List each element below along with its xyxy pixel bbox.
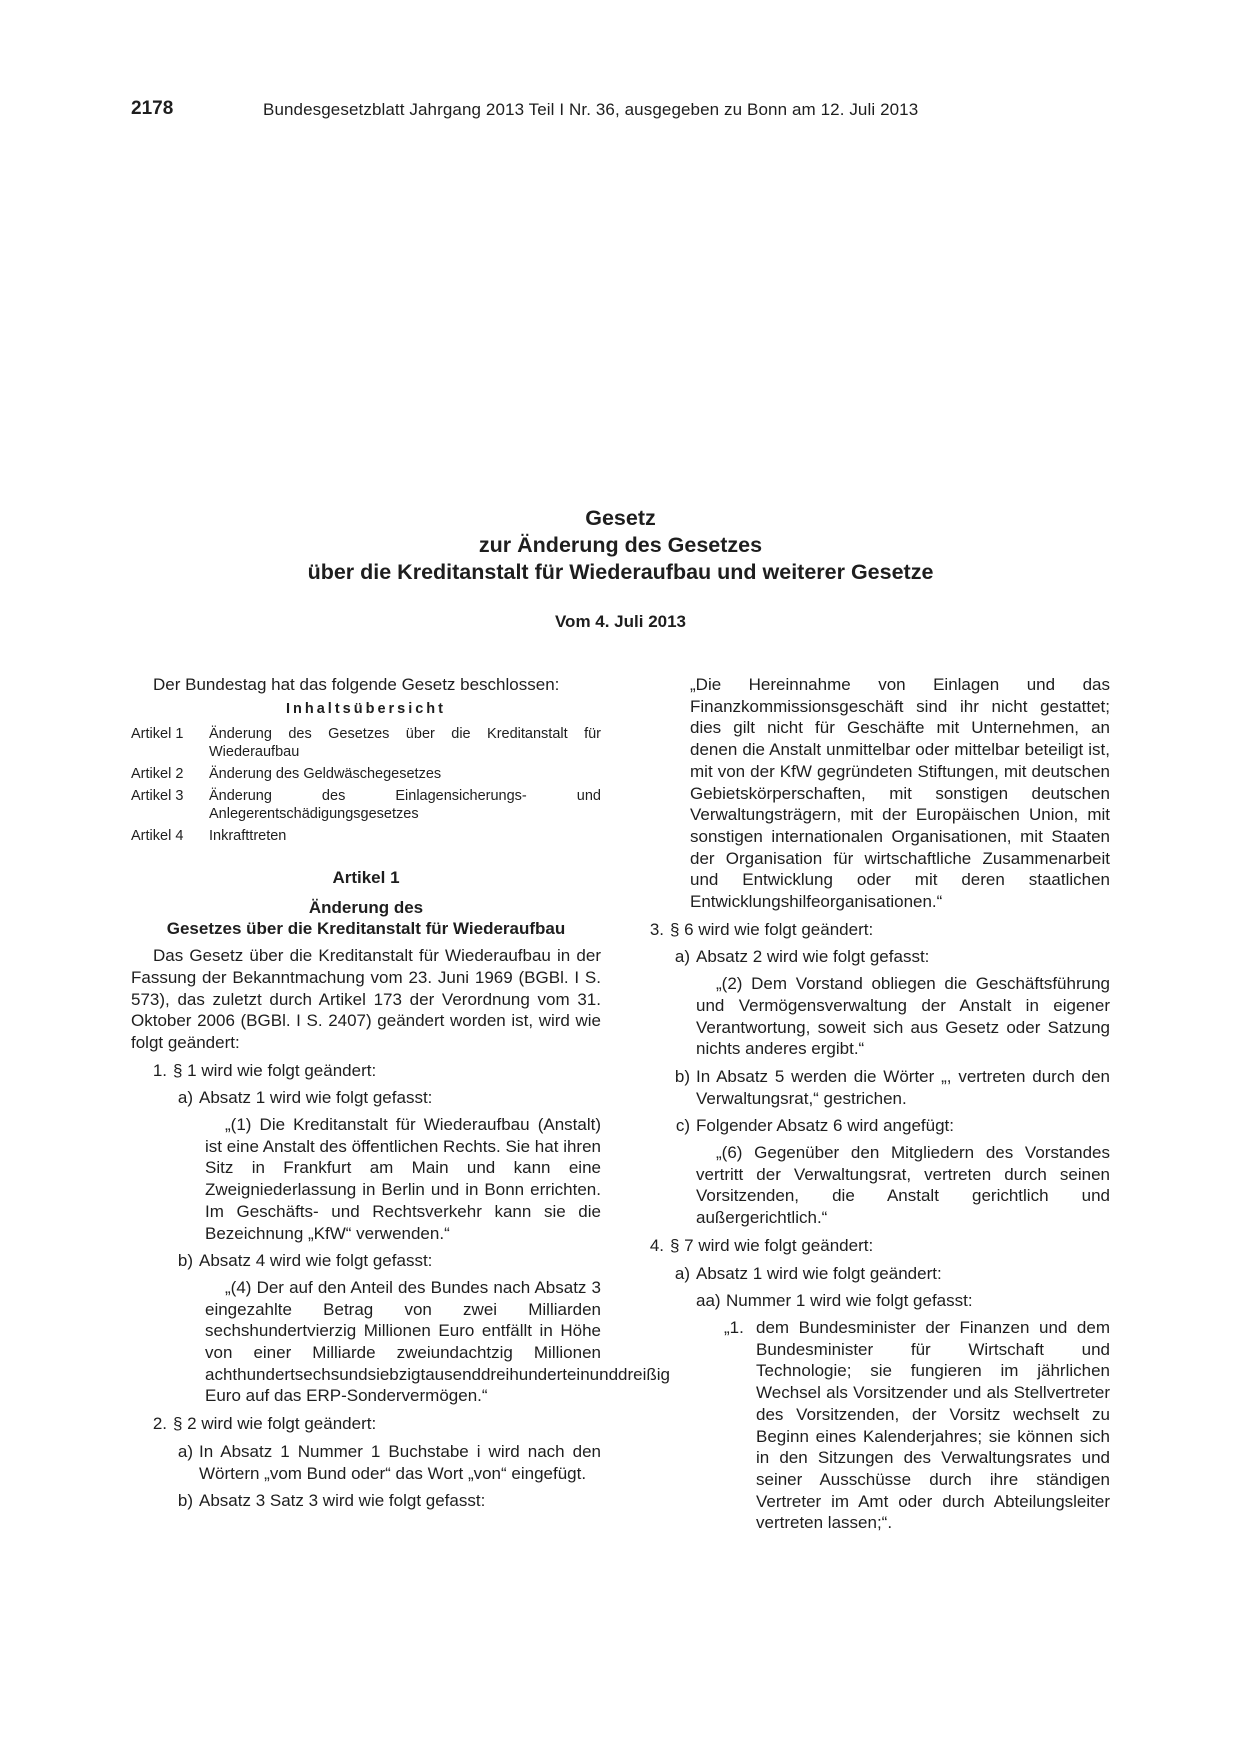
article-subheading bbox=[131, 897, 601, 939]
list-item bbox=[638, 1066, 1110, 1109]
item-text: § 2 wird wie folgt geändert: bbox=[173, 1414, 377, 1434]
item-letter: a) bbox=[674, 947, 690, 967]
law-date: Vom 4. Juli 2013 bbox=[554, 612, 687, 631]
list-item bbox=[638, 946, 1110, 968]
quoted-item-text: dem Bundesminister der Finanzen und dem Bundesminister für Wirtschaft und Technologie; sie fungieren im jährlichen Wechsel als Vorsitzender und als Stellvertreter des Vorsitzenden, der Vorsitz wechselt zu Beginn eines Kalenderjahres; sie können sich in den Sitzungen des Verwaltungsrates und seiner Ausschüsse durch ihre ständigen Vertreter im Amt oder durch Abteilungsleiter vertreten lassen;“. bbox=[756, 1317, 1110, 1533]
article-intro: Das Gesetz über die Kreditanstalt für Wiederaufbau in der Fassung der Bekanntmachung vom 23. Juni 1969 (BGBl. I S. 573), das zuletzt durch Artikel 173 der Verordnung vom 31. Oktober 2006 (BGBl. I S. 2407) geändert worden ist, wird wie folgt geändert: bbox=[131, 946, 601, 1052]
list-item bbox=[638, 919, 1110, 941]
title-line-1: Gesetz bbox=[585, 506, 656, 530]
item-text: Nummer 1 wird wie folgt gefasst: bbox=[726, 1291, 973, 1311]
item-text: Absatz 2 wird wie folgt gefasst: bbox=[696, 947, 930, 967]
article-heading: Artikel 1 bbox=[332, 868, 400, 888]
toc-text: Inkrafttreten bbox=[209, 828, 287, 845]
item-text: Absatz 4 wird wie folgt gefasst: bbox=[199, 1251, 433, 1271]
quoted-text-block bbox=[638, 973, 1110, 1060]
quoted-text-block bbox=[131, 1114, 601, 1244]
item-letter: a) bbox=[177, 1088, 193, 1108]
toc-heading: Inhaltsübersicht bbox=[286, 700, 446, 717]
item-text: Folgender Absatz 6 wird angefügt: bbox=[696, 1116, 954, 1136]
quoted-paragraph: „(1) Die Kreditanstalt für Wiederaufbau (Anstalt) ist eine Anstalt des öffentlichen Rechts. Sie hat ihren Sitz in Frankfurt am Main und kann eine Zweigniederlassung in Berlin und in Bonn errichten. Im Geschäfts- und Rechtsverkehr kann sie die Bezeichnung „KfW“ verwenden.“ bbox=[205, 1115, 601, 1243]
toc-row bbox=[131, 765, 601, 783]
item-text: § 1 wird wie folgt geändert: bbox=[173, 1060, 377, 1080]
list-item bbox=[131, 1250, 601, 1272]
quoted-text-block bbox=[131, 1277, 670, 1407]
item-number: 3. bbox=[649, 919, 664, 939]
item-text: Absatz 1 wird wie folgt geändert: bbox=[696, 1263, 942, 1283]
item-letter: b) bbox=[177, 1251, 193, 1271]
toc-row bbox=[131, 787, 601, 823]
item-text: § 6 wird wie folgt geändert: bbox=[670, 919, 874, 939]
item-number: 1. bbox=[152, 1060, 167, 1080]
toc-row bbox=[131, 725, 601, 761]
item-text: In Absatz 1 Nummer 1 Buchstabe i wird nach den Wörtern „vom Bund oder“ das Wort „von“ eingefügt. bbox=[199, 1441, 601, 1483]
item-number: 2. bbox=[152, 1414, 167, 1434]
toc-label: Artikel 4 bbox=[131, 828, 184, 845]
item-text: In Absatz 5 werden die Wörter „, vertreten durch den Verwaltungsrat,“ gestrichen. bbox=[696, 1066, 1110, 1108]
item-text: Absatz 3 Satz 3 wird wie folgt gefasst: bbox=[199, 1491, 486, 1511]
toc-text: Änderung des Gesetzes über die Kreditanstalt für Wiederaufbau bbox=[209, 726, 601, 761]
quoted-text-block bbox=[638, 1142, 1110, 1229]
quoted-text-block bbox=[638, 674, 1110, 913]
toc-label: Artikel 1 bbox=[131, 726, 184, 743]
page-number: 2178 bbox=[131, 98, 174, 119]
quoted-item-number: „1. bbox=[724, 1317, 744, 1337]
list-item bbox=[638, 1290, 1110, 1312]
list-item bbox=[131, 1441, 601, 1484]
toc-text: Änderung des Einlagensicherungs- und Anlegerentschädigungsgesetzes bbox=[209, 788, 601, 823]
toc-row bbox=[131, 827, 601, 845]
toc-label: Artikel 3 bbox=[131, 788, 184, 805]
enactment-clause: Der Bundestag hat das folgende Gesetz beschlossen: bbox=[153, 675, 560, 694]
article-subheading-line-1: Änderung des bbox=[308, 898, 424, 918]
list-item bbox=[131, 1490, 601, 1512]
item-number: 4. bbox=[649, 1235, 664, 1255]
running-head: Bundesgesetzblatt Jahrgang 2013 Teil I Nr. 36, ausgegeben zu Bonn am 12. Juli 2013 bbox=[263, 100, 919, 119]
title-line-3: über die Kreditanstalt für Wiederaufbau und weiterer Gesetze bbox=[307, 560, 934, 584]
quoted-paragraph: „(2) Dem Vorstand obliegen die Geschäftsführung und Vermögensverwaltung der Anstalt in eigener Verantwortung, soweit sich aus Gesetz oder Satzung nichts anderes ergibt.“ bbox=[696, 974, 1110, 1059]
item-letter: a) bbox=[674, 1263, 690, 1283]
item-text: § 7 wird wie folgt geändert: bbox=[670, 1235, 874, 1255]
item-text: Absatz 1 wird wie folgt gefasst: bbox=[199, 1088, 433, 1108]
article-subheading-line-2: Gesetzes über die Kreditanstalt für Wiederaufbau bbox=[166, 919, 566, 939]
toc-text: Änderung des Geldwäschegesetzes bbox=[209, 766, 442, 783]
item-letter: b) bbox=[177, 1491, 193, 1511]
quoted-paragraph: „(6) Gegenüber den Mitgliedern des Vorstandes vertritt der Verwaltungsrat, vertreten durch seinen Vorsitzenden, die Anstalt gerichtlich und außergerichtlich.“ bbox=[696, 1143, 1110, 1228]
law-title bbox=[0, 505, 1241, 586]
quoted-paragraph: „Die Hereinnahme von Einlagen und das Finanzkommissionsgeschäft sind ihr nicht gestattet; dies gilt nicht für Geschäfte mit Unternehmen, an denen die Anstalt unmittelbar oder mittelbar beteiligt ist, mit von der KfW gegründeten Stiftungen, mit deutschen Gebietskörperschaften, mit sonstigen deutschen Verwaltungsträgern, mit der Europäischen Union, mit sonstigen internationalen Organisationen, mit Staaten der Organisation für wirtschaftliche Zusammenarbeit und Entwicklung oder mit deren staatlichen Entwicklungshilfeorganisationen.“ bbox=[690, 675, 1110, 912]
quoted-paragraph: „(4) Der auf den Anteil des Bundes nach Absatz 3 eingezahlte Betrag von zwei Milliarden sechshundertvierzig Millionen Euro entfällt in Höhe von einer Milliarde zweiundachtzig Millionen achthundertsechsundsiebzigtausenddreihunderteinunddreißig Euro auf das ERP-Sondervermögen.“ bbox=[205, 1277, 670, 1406]
left-column bbox=[131, 674, 670, 1512]
list-item bbox=[638, 1235, 1110, 1257]
toc-label: Artikel 2 bbox=[131, 766, 184, 783]
list-item bbox=[131, 1087, 601, 1109]
item-letter: a) bbox=[177, 1441, 193, 1461]
list-item bbox=[131, 1060, 601, 1082]
item-letter: aa) bbox=[696, 1291, 721, 1311]
item-letter: c) bbox=[675, 1116, 690, 1136]
list-item bbox=[131, 1413, 601, 1435]
title-line-2: zur Änderung des Gesetzes bbox=[478, 533, 763, 557]
item-letter: b) bbox=[674, 1066, 690, 1086]
list-item bbox=[638, 1263, 1110, 1285]
quoted-list-item bbox=[638, 1317, 1110, 1534]
right-column bbox=[638, 674, 1110, 1534]
list-item bbox=[638, 1115, 1110, 1137]
